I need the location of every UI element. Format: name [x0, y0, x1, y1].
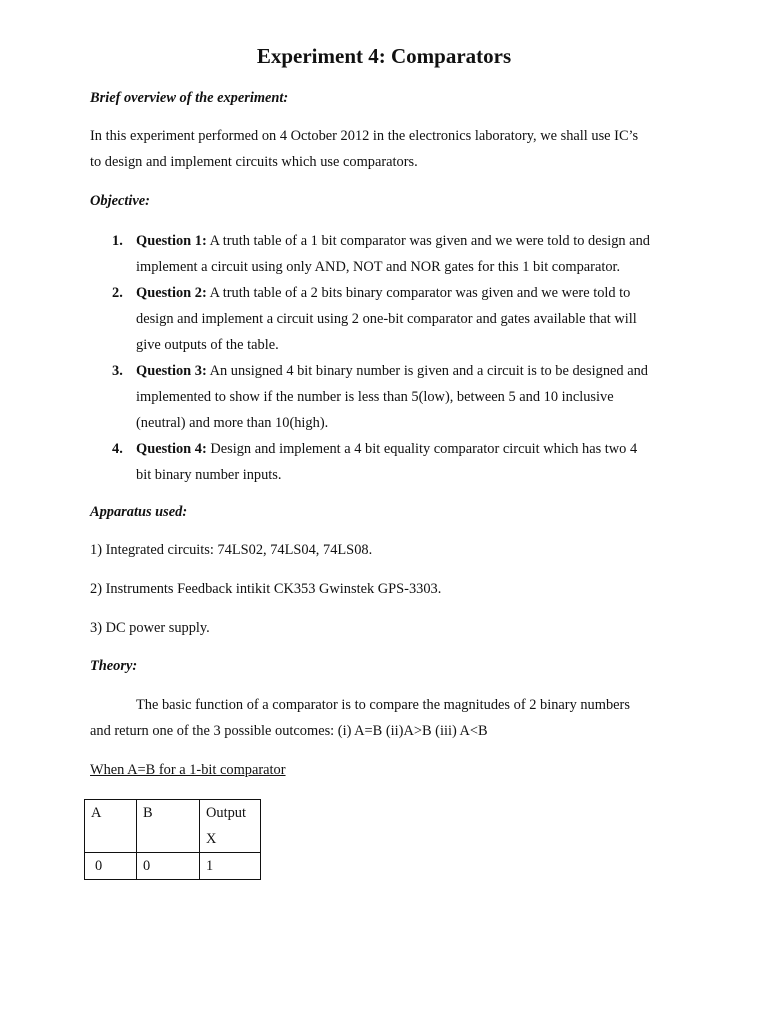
question-label: Question 4: — [136, 441, 207, 457]
table-header-row — [85, 800, 261, 853]
objective-item — [90, 436, 690, 488]
question-text: An unsigned 4 bit binary number is given and a circuit is to be designed and — [206, 363, 648, 379]
question-text: implemented to show if the number is less than 5(low), between 5 and 10 inclusive — [136, 389, 614, 405]
overview-text-line-2: to design and implement circuits which use comparators. — [90, 154, 418, 170]
question-label: Question 2: — [136, 285, 207, 301]
apparatus-item: 1) Integrated circuits: 74LS02, 74LS04, 74LS08. — [90, 542, 373, 558]
table-cell: 0 — [85, 853, 137, 880]
question-text: Design and implement a 4 bit equality comparator circuit which has two 4 — [206, 441, 638, 457]
question-label: Question 3: — [136, 363, 207, 379]
table-cell: 0 — [137, 853, 200, 880]
apparatus-heading: Apparatus used: — [90, 504, 188, 520]
table-header-cell: Output X — [200, 800, 261, 853]
question-text: (neutral) and more than 10(high). — [136, 415, 329, 431]
question-text: implement a circuit using only AND, NOT and NOR gates for this 1 bit comparator. — [136, 259, 621, 275]
page-title: Experiment 4: Comparators — [256, 44, 512, 68]
question-label: Question 1: — [136, 233, 207, 249]
apparatus-item: 2) Instruments Feedback intikit CK353 Gwinstek GPS-3303. — [90, 581, 442, 597]
theory-text-line-2: and return one of the 3 possible outcomes: (i) A=B (ii)A>B (iii) A<B — [90, 723, 488, 739]
question-text: give outputs of the table. — [136, 337, 279, 353]
table-row — [85, 853, 261, 880]
overview-heading: Brief overview of the experiment: — [90, 90, 289, 106]
question-text: design and implement a circuit using 2 one-bit comparator and gates available that will — [136, 311, 637, 327]
question-text: bit binary number inputs. — [136, 467, 282, 483]
question-text: A truth table of a 1 bit comparator was given and we were told to design and — [206, 233, 650, 249]
objective-number: 4. — [112, 441, 123, 457]
objective-number: 3. — [112, 363, 123, 379]
objective-heading: Objective: — [90, 193, 150, 209]
objective-item — [90, 280, 690, 358]
objective-item — [90, 228, 690, 280]
table-cell: 1 — [200, 853, 261, 880]
theory-text-line-1: The basic function of a comparator is to compare the magnitudes of 2 binary numbers — [136, 697, 630, 713]
question-text: A truth table of a 2 bits binary comparator was given and we were told to — [206, 285, 631, 301]
objective-item — [90, 358, 690, 436]
table-header-cell: A — [85, 800, 137, 853]
objective-list — [90, 228, 690, 488]
table-caption: When A=B for a 1-bit comparator — [90, 762, 286, 778]
objective-number: 1. — [112, 233, 123, 249]
truth-table — [84, 799, 261, 880]
theory-heading: Theory: — [90, 658, 138, 674]
objective-number: 2. — [112, 285, 123, 301]
apparatus-item: 3) DC power supply. — [90, 620, 210, 636]
table-header-cell: B — [137, 800, 200, 853]
overview-text-line-1: In this experiment performed on 4 October 2012 in the electronics laboratory, we shall use IC’s — [90, 128, 639, 144]
